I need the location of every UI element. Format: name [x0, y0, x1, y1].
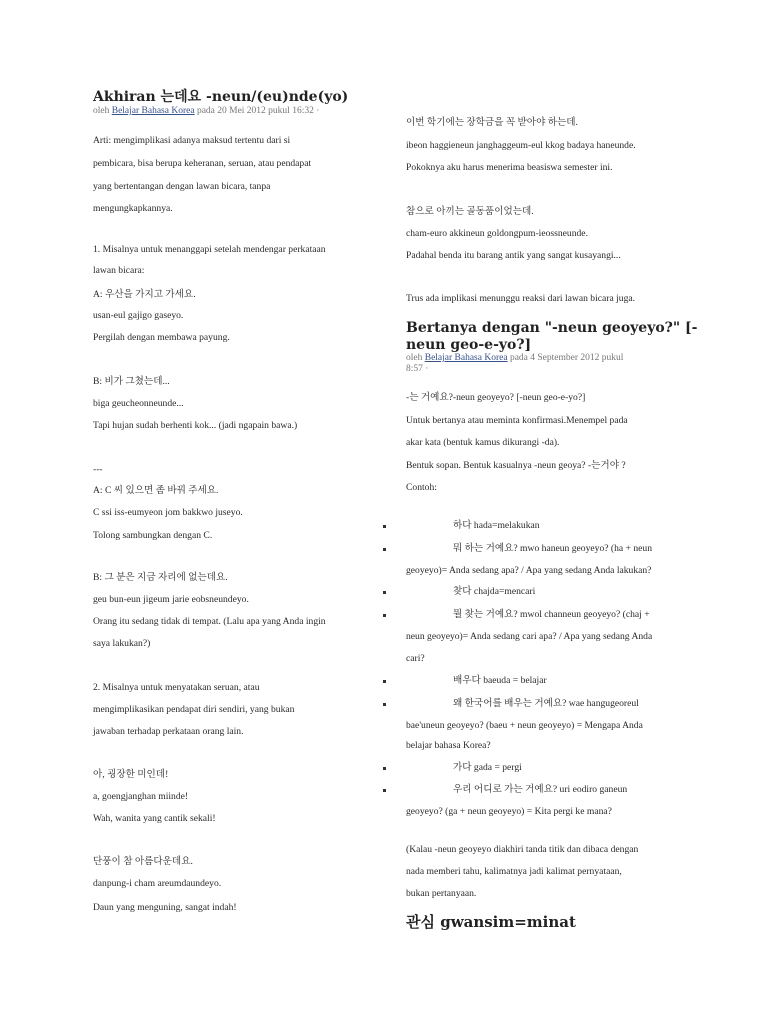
- intro-line: Untuk bertanya atau meminta konfirmasi.Menempel pada: [406, 415, 628, 426]
- text-line: 2. Misalnya untuk menyatakan seruan, atau: [93, 682, 260, 693]
- bullet-item-cont: geoyeyo? (ga + neun geoyeyo) = Kita pergi ke mana?: [406, 806, 612, 817]
- bullet-icon: [383, 525, 386, 528]
- note-line: (Kalau -neun geoyeyo diakhiri tanda titik dan dibaca dengan: [406, 844, 639, 855]
- text-line: biga geucheonneunde...: [93, 398, 184, 409]
- bullet-item: 하다 hada=melakukan: [453, 520, 540, 531]
- bullet-item: 뭐 하는 거예요? mwo haneun geoyeyo? (ha + neun: [453, 543, 653, 554]
- bullet-item: 배우다 baeuda = belajar: [453, 675, 547, 686]
- text-line: mengungkapkannya.: [93, 203, 173, 214]
- text-line: jawaban terhadap perkataan orang lain.: [93, 726, 244, 737]
- author-link[interactable]: Belajar Bahasa Korea: [424, 353, 508, 363]
- byline-prefix: oleh: [93, 106, 112, 116]
- text-line: Trus ada implikasi menunggu reaksi dari lawan bicara juga.: [406, 293, 636, 304]
- text-line: ---: [93, 464, 103, 475]
- bullet-icon: [383, 680, 386, 683]
- article-byline: [93, 105, 319, 117]
- intro-line: Contoh:: [406, 482, 437, 493]
- intro-line: akar kata (bentuk kamus dikurangi -da).: [406, 437, 560, 448]
- bullet-icon: [383, 767, 386, 770]
- text-line: Orang itu sedang tidak di tempat. (Lalu apa yang Anda ingin: [93, 616, 326, 627]
- text-line: a, goengjanghan miinde!: [93, 791, 189, 802]
- byline-prefix: oleh: [406, 353, 425, 363]
- text-line: Padahal benda itu barang antik yang sangat kusayangi...: [406, 250, 621, 261]
- note-line: nada memberi tahu, kalimatnya jadi kalimat pernyataan,: [406, 866, 622, 877]
- text-line: Pokoknya aku harus menerima beasiswa semester ini.: [406, 162, 613, 173]
- text-line: 참으로 아끼는 골동품이었는데.: [406, 206, 534, 217]
- text-line: pembicara, bisa berupa keheranan, seruan, atau pendapat: [93, 158, 312, 169]
- author-link[interactable]: Belajar Bahasa Korea: [111, 106, 195, 116]
- bullet-icon: [383, 789, 386, 792]
- bullet-icon: [383, 548, 386, 551]
- text-line: cham-euro akkineun goldongpum-ieossneunde.: [406, 228, 588, 239]
- intro-line: -는 거예요?-neun geoyeyo? [-neun geo-e-yo?]: [406, 392, 586, 403]
- byline-date: pada 20 Mei 2012 pukul 16:32 ·: [194, 106, 320, 116]
- text-line: A: 우산을 가지고 가세요.: [93, 289, 196, 300]
- text-line: Tolong sambungkan dengan C.: [93, 530, 213, 541]
- bullet-item-cont: belajar bahasa Korea?: [406, 740, 491, 751]
- text-line: lawan bicara:: [93, 265, 145, 276]
- text-line: geu bun-eun jigeum jarie eobsneundeyo.: [93, 594, 249, 605]
- bullet-item: 우리 어디로 가는 거예요? uri eodiro ganeun: [453, 784, 628, 795]
- text-line: usan-eul gajigo gaseyo.: [93, 310, 184, 321]
- intro-line: Bentuk sopan. Bentuk kasualnya -neun geoya? -는거야 ?: [406, 460, 626, 471]
- bullet-item-cont: cari?: [406, 653, 425, 664]
- byline-date: pada 4 September 2012 pukul: [507, 353, 624, 363]
- text-line: danpung-i cham areumdaundeyo.: [93, 878, 222, 889]
- text-line: yang bertentangan dengan lawan bicara, tanpa: [93, 181, 271, 192]
- text-line: B: 비가 그쳤는데...: [93, 376, 170, 387]
- bullet-item-cont: neun geoyeyo)= Anda sedang cari apa? / Apa yang sedang Anda: [406, 631, 653, 642]
- section-title-neun-geoyeyo-cont: neun geo-e-yo?]: [406, 337, 532, 353]
- text-line: C ssi iss-eumyeon jom bakkwo juseyo.: [93, 507, 243, 518]
- text-line: 단풍이 참 아름다운데요.: [93, 856, 193, 867]
- article-title: Akhiran 는데요 -neun/(eu)nde(yo): [93, 89, 349, 105]
- bullet-item: 찾다 chajda=mencari: [453, 586, 536, 597]
- section-title-neun-geoyeyo: Bertanya dengan "-neun geoyeyo?" [-: [406, 320, 698, 336]
- bullet-icon: [383, 591, 386, 594]
- text-line: Pergilah dengan membawa payung.: [93, 332, 230, 343]
- bullet-item-cont: bae'uneun geoyeyo? (baeu + neun geoyeyo) = Mengapa Anda: [406, 720, 643, 731]
- bullet-icon: [383, 703, 386, 706]
- bullet-icon: [383, 614, 386, 617]
- text-line: B: 그 분은 지금 자리에 없는데요.: [93, 572, 228, 583]
- text-line: ibeon haggieneun janghaggeum-eul kkog badaya haneunde.: [406, 140, 636, 151]
- section-title-gwansim: 관심 gwansim=minat: [406, 913, 576, 931]
- text-line: Arti: mengimplikasi adanya maksud tertentu dari si: [93, 135, 291, 146]
- text-line: saya lakukan?): [93, 638, 151, 649]
- bullet-item: 가다 gada = pergi: [453, 762, 522, 773]
- byline-time: 8:57 ·: [406, 364, 429, 374]
- text-line: 아, 굉장한 미인데!: [93, 769, 169, 780]
- bullet-item-cont: geoyeyo)= Anda sedang apa? / Apa yang sedang Anda lakukan?: [406, 565, 652, 576]
- text-line: Tapi hujan sudah berhenti kok... (jadi ngapain bawa.): [93, 420, 298, 431]
- text-line: Wah, wanita yang cantik sekali!: [93, 813, 216, 824]
- text-line: mengimplikasikan pendapat diri sendiri, yang bukan: [93, 704, 295, 715]
- text-line: A: C 씨 있으면 좀 바꿔 주세요.: [93, 485, 219, 496]
- bullet-item: 왜 한국어를 배우는 거예요? wae hangugeoreul: [453, 698, 639, 709]
- bullet-item: 뭘 찾는 거예요? mwol channeun geoyeyo? (chaj +: [453, 609, 650, 620]
- note-line: bukan pertanyaan.: [406, 888, 477, 899]
- section-byline: [406, 352, 623, 364]
- text-line: Daun yang menguning, sangat indah!: [93, 902, 237, 913]
- text-line: 1. Misalnya untuk menanggapi setelah mendengar perkataan: [93, 244, 326, 255]
- text-line: 이번 학기에는 장학금을 꼭 받아야 하는데.: [406, 117, 578, 128]
